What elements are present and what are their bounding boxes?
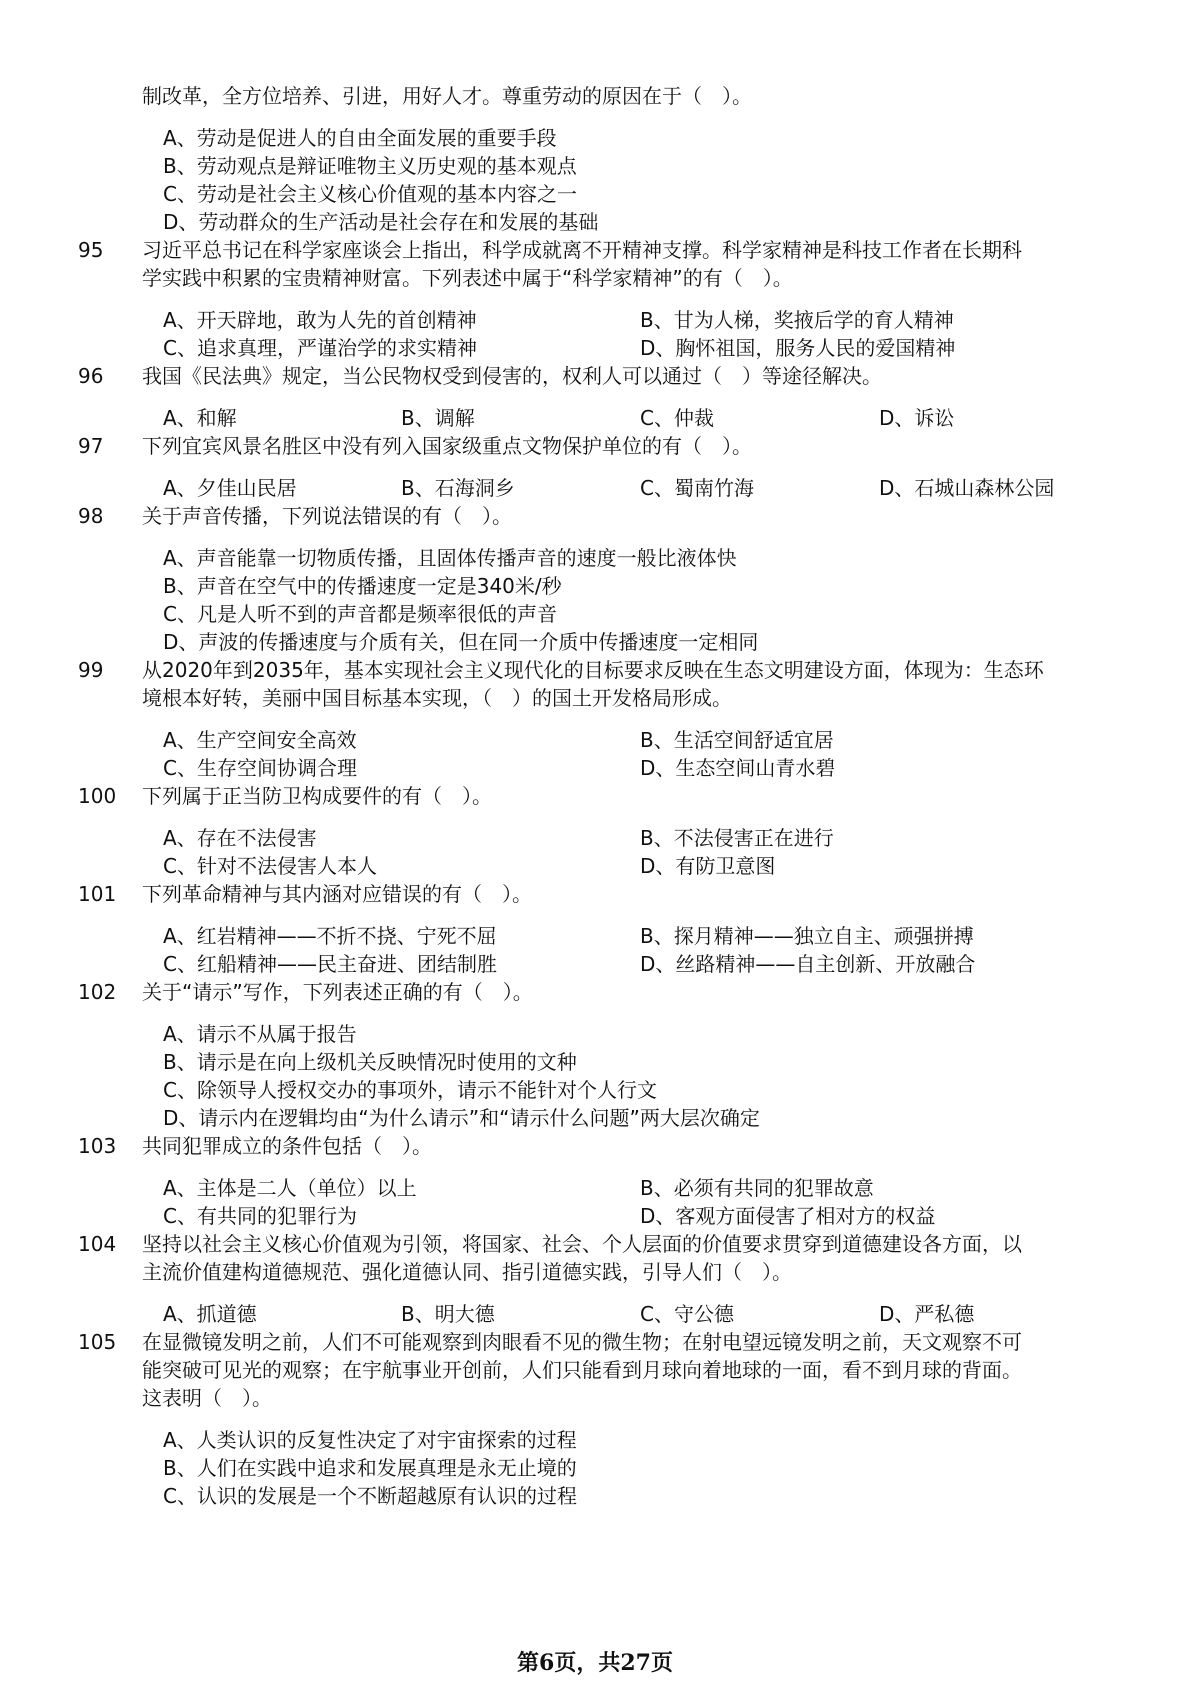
option-c: C、有共同的犯罪行为 bbox=[163, 1204, 357, 1228]
option-d: D、客观方面侵害了相对方的权益 bbox=[640, 1204, 936, 1228]
question-stem-line: 关于声音传播，下列说法错误的有（ ）。 bbox=[142, 504, 512, 528]
question-number: 101 bbox=[78, 882, 117, 906]
question-stem-line: 从2020年到2035年，基本实现社会主义现代化的目标要求反映在生态文明建设方面，体现为：生态环 bbox=[142, 658, 1044, 682]
option-d: D、诉讼 bbox=[879, 406, 955, 430]
option-d: D、请示内在逻辑均由“为什么请示”和“请示什么问题”两大层次确定 bbox=[163, 1106, 760, 1130]
option-b: B、生活空间舒适宜居 bbox=[640, 728, 834, 752]
option-d: D、劳动群众的生产活动是社会存在和发展的基础 bbox=[163, 210, 599, 234]
question-number: 102 bbox=[78, 980, 117, 1004]
option-c: C、认识的发展是一个不断超越原有认识的过程 bbox=[163, 1484, 577, 1508]
option-c: C、劳动是社会主义核心价值观的基本内容之一 bbox=[163, 182, 577, 206]
option-c: C、仲裁 bbox=[640, 406, 714, 430]
option-d: D、石城山森林公园 bbox=[879, 476, 1055, 500]
option-a: A、和解 bbox=[163, 406, 237, 430]
question-stem-line: 学实践中积累的宝贵精神财富。下列表述中属于“科学家精神”的有（ ）。 bbox=[142, 266, 793, 290]
option-b: B、石海洞乡 bbox=[401, 476, 515, 500]
option-b: B、探月精神——独立自主、顽强拼搏 bbox=[640, 924, 974, 948]
option-b: B、请示是在向上级机关反映情况时使用的文种 bbox=[163, 1050, 577, 1074]
option-d: D、生态空间山青水碧 bbox=[640, 756, 836, 780]
option-d: D、严私德 bbox=[879, 1302, 975, 1326]
option-d: D、有防卫意图 bbox=[640, 854, 776, 878]
option-a: A、声音能靠一切物质传播，且固体传播声音的速度一般比液体快 bbox=[163, 546, 737, 570]
option-d: D、声波的传播速度与介质有关，但在同一介质中传播速度一定相同 bbox=[163, 630, 759, 654]
question-number: 104 bbox=[78, 1232, 117, 1256]
option-a: A、抓道德 bbox=[163, 1302, 257, 1326]
option-c: C、守公德 bbox=[640, 1302, 734, 1326]
option-b: B、必须有共同的犯罪故意 bbox=[640, 1176, 874, 1200]
option-b: B、明大德 bbox=[401, 1302, 495, 1326]
option-a: A、夕佳山民居 bbox=[163, 476, 297, 500]
option-c: C、除领导人授权交办的事项外，请示不能针对个人行文 bbox=[163, 1078, 657, 1102]
option-b: B、调解 bbox=[401, 406, 475, 430]
option-b: B、甘为人梯，奖掖后学的育人精神 bbox=[640, 308, 954, 332]
option-d: D、胸怀祖国，服务人民的爱国精神 bbox=[640, 336, 956, 360]
option-c: C、针对不法侵害人本人 bbox=[163, 854, 377, 878]
question-number: 95 bbox=[78, 238, 104, 262]
option-a: A、请示不从属于报告 bbox=[163, 1022, 357, 1046]
option-a: A、存在不法侵害 bbox=[163, 826, 317, 850]
option-a: A、生产空间安全高效 bbox=[163, 728, 357, 752]
option-b: B、不法侵害正在进行 bbox=[640, 826, 834, 850]
option-a: A、开天辟地，敢为人先的首创精神 bbox=[163, 308, 477, 332]
option-a: A、主体是二人（单位）以上 bbox=[163, 1176, 417, 1200]
question-stem-line: 在显微镜发明之前，人们不可能观察到肉眼看不见的微生物；在射电望远镜发明之前，天文观察不可 bbox=[142, 1330, 1022, 1354]
option-b: B、人们在实践中追求和发展真理是永无止境的 bbox=[163, 1456, 577, 1480]
question-stem-line: 下列革命精神与其内涵对应错误的有（ ）。 bbox=[142, 882, 532, 906]
question-stem-line: 关于“请示”写作，下列表述正确的有（ ）。 bbox=[142, 980, 533, 1004]
question-stem-line: 我国《民法典》规定，当公民物权受到侵害的，权利人可以通过（ ）等途径解决。 bbox=[142, 364, 882, 388]
question-number: 97 bbox=[78, 434, 104, 458]
question-number: 99 bbox=[78, 658, 104, 682]
option-c: C、蜀南竹海 bbox=[640, 476, 754, 500]
page-footer: 第6页，共27页 bbox=[517, 1650, 673, 1676]
option-a: A、人类认识的反复性决定了对宇宙探索的过程 bbox=[163, 1428, 577, 1452]
question-stem-line: 习近平总书记在科学家座谈会上指出，科学成就离不开精神支撑。科学家精神是科技工作者在长期科 bbox=[142, 238, 1022, 262]
option-c: C、凡是人听不到的声音都是频率很低的声音 bbox=[163, 602, 557, 626]
question-number: 98 bbox=[78, 504, 104, 528]
question-stem-line: 这表明（ ）。 bbox=[142, 1386, 272, 1410]
question-number: 105 bbox=[78, 1330, 117, 1354]
question-number: 96 bbox=[78, 364, 104, 388]
option-b: B、劳动观点是辩证唯物主义历史观的基本观点 bbox=[163, 154, 577, 178]
question-number: 103 bbox=[78, 1134, 117, 1158]
question-stem-line: 境根本好转，美丽中国目标基本实现，（ ）的国土开发格局形成。 bbox=[142, 686, 732, 710]
question-stem-line: 主流价值建构道德规范、强化道德认同、指引道德实践，引导人们（ ）。 bbox=[142, 1260, 792, 1284]
option-c: C、追求真理，严谨治学的求实精神 bbox=[163, 336, 477, 360]
option-c: C、红船精神——民主奋进、团结制胜 bbox=[163, 952, 497, 976]
question-stem-line: 坚持以社会主义核心价值观为引领，将国家、社会、个人层面的价值要求贯穿到道德建设各方面，以 bbox=[142, 1232, 1022, 1256]
option-a: A、劳动是促进人的自由全面发展的重要手段 bbox=[163, 126, 557, 150]
question-stem-line: 共同犯罪成立的条件包括（ ）。 bbox=[142, 1134, 432, 1158]
question-stem-line: 制改革，全方位培养、引进，用好人才。尊重劳动的原因在于（ ）。 bbox=[142, 84, 752, 108]
option-d: D、丝路精神——自主创新、开放融合 bbox=[640, 952, 976, 976]
question-stem-line: 下列属于正当防卫构成要件的有（ ）。 bbox=[142, 784, 492, 808]
question-number: 100 bbox=[78, 784, 117, 808]
question-stem-line: 能突破可见光的观察；在宇航事业开创前，人们只能看到月球向着地球的一面，看不到月球的背面。 bbox=[142, 1358, 1022, 1382]
option-a: A、红岩精神——不折不挠、宁死不屈 bbox=[163, 924, 497, 948]
option-c: C、生存空间协调合理 bbox=[163, 756, 357, 780]
option-b: B、声音在空气中的传播速度一定是340米/秒 bbox=[163, 574, 562, 598]
question-stem-line: 下列宜宾风景名胜区中没有列入国家级重点文物保护单位的有（ ）。 bbox=[142, 434, 752, 458]
